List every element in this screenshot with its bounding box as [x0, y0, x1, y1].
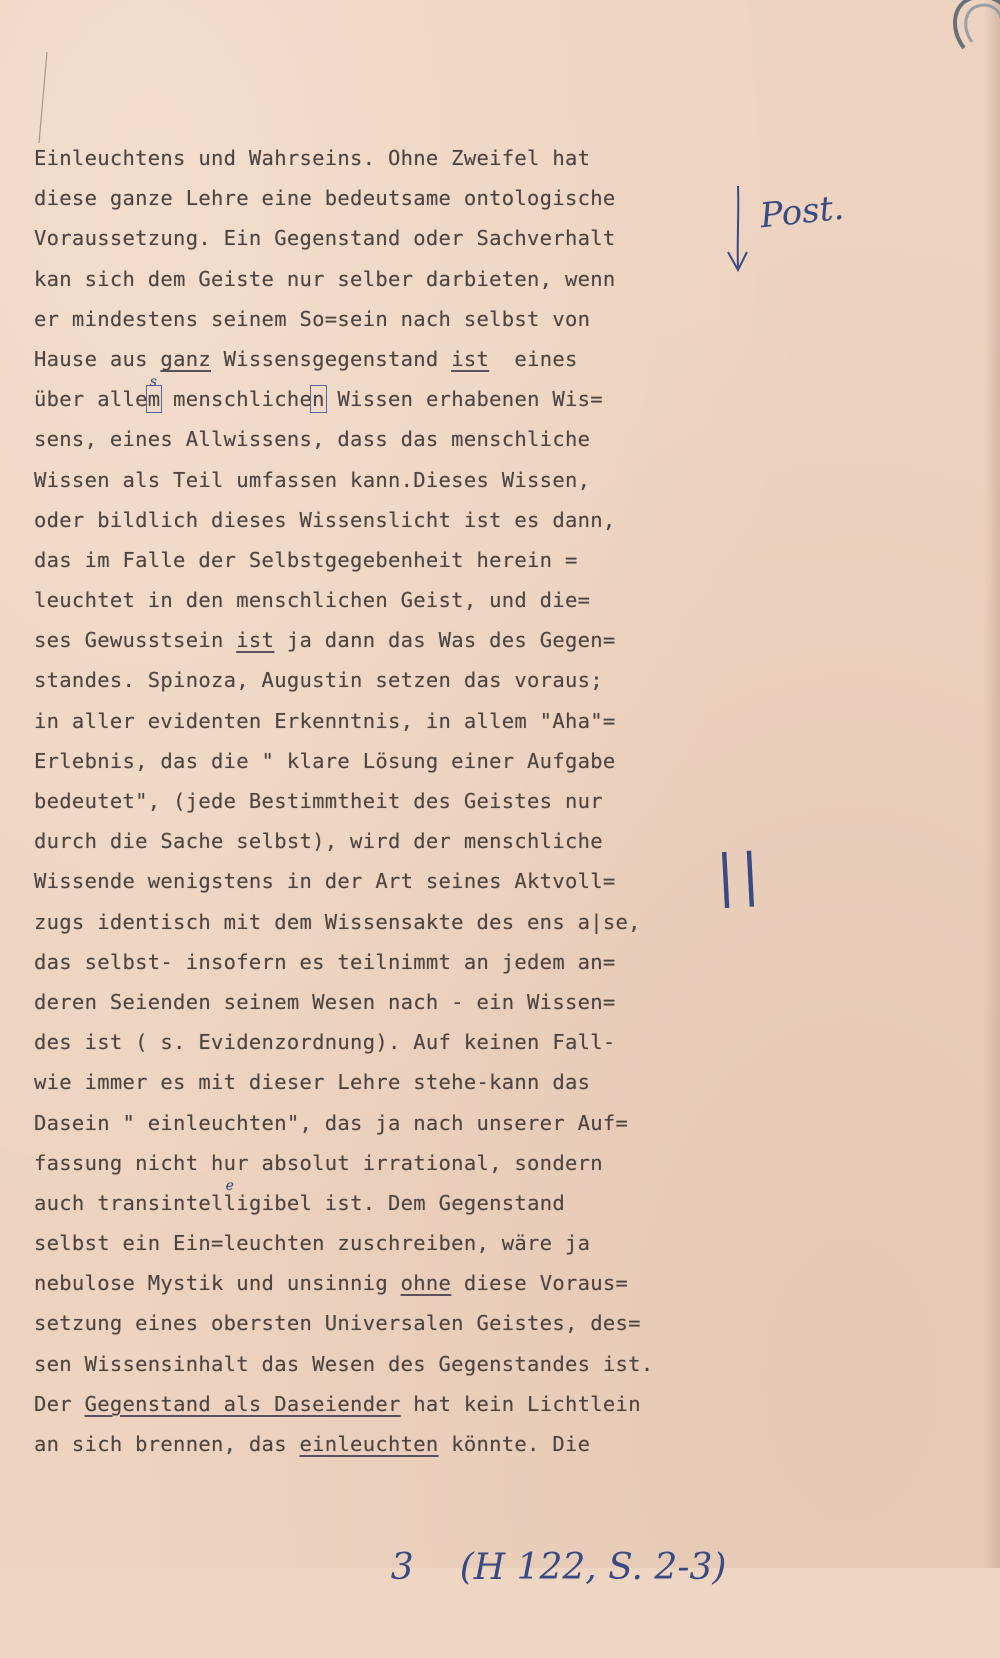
text-segment: in aller evidenten Erkenntnis, in allem "Aha"=	[34, 708, 616, 733]
text-segment: Wissende wenigstens in der Art seines Aktvoll=	[34, 869, 616, 894]
text-line	[34, 741, 674, 781]
text-segment: oder bildlich dieses Wissenslicht ist es dann,	[34, 507, 616, 532]
text-segment: diese Voraus=	[451, 1271, 629, 1296]
text-segment: kan sich dem Geiste nur selber darbieten, wenn	[34, 266, 616, 291]
text-segment: eines	[489, 346, 578, 371]
margin-pencil-line	[36, 50, 50, 145]
text-segment: durch die Sache selbst), wird der menschliche	[34, 829, 603, 854]
underlined-text: ist	[451, 346, 490, 371]
text-line	[34, 1303, 674, 1343]
text-segment: Hause aus	[34, 346, 161, 371]
text-line	[34, 660, 674, 700]
underlined-text: ganz	[160, 346, 211, 371]
text-segment: fassung nicht hur absolut irrational, sondern	[34, 1150, 603, 1175]
text-segment: hat kein Lichtlein	[400, 1391, 641, 1416]
archive-reference: (H 122, S. 2-3)	[459, 1547, 727, 1588]
text-line	[34, 821, 674, 861]
text-segment: wie immer es mit dieser Lehre stehe-kann das	[34, 1070, 591, 1095]
text-line	[34, 1103, 674, 1143]
text-segment: des ist ( s. Evidenzordnung). Auf keinen Fall-	[34, 1030, 616, 1055]
text-line	[34, 1143, 674, 1183]
text-line	[34, 1424, 674, 1464]
text-segment: Dasein " einleuchten", das ja nach unserer Auf=	[34, 1110, 629, 1135]
text-segment: das im Falle der Selbstgegebenheit herein =	[34, 547, 578, 572]
text-segment: selbst ein Ein=leuchten zuschreiben, wäre ja	[34, 1231, 591, 1256]
text-segment: nebulose Mystik und unsinnig	[34, 1271, 401, 1296]
text-line	[34, 500, 674, 540]
text-segment: auch transintel	[34, 1190, 224, 1215]
text-segment: an sich brennen, das	[34, 1432, 300, 1456]
text-line	[34, 982, 674, 1022]
text-line	[34, 1223, 674, 1263]
text-line	[34, 259, 674, 299]
text-segment: l e	[223, 1177, 237, 1215]
text-line	[34, 1177, 674, 1223]
underlined-text: ohne	[400, 1271, 452, 1296]
text-line	[34, 374, 674, 419]
text-segment: standes. Spinoza, Augustin setzen das voraus;	[34, 668, 603, 693]
text-line	[34, 1062, 674, 1102]
bracketed-letter: n	[312, 387, 325, 412]
page-edge-shadow	[984, 0, 1000, 1568]
text-line	[34, 942, 674, 982]
text-segment: ja dann das Was des Gegen=	[274, 628, 616, 653]
text-line	[34, 138, 674, 178]
text-segment: er mindestens seinem So=sein nach selbst von	[34, 306, 591, 331]
text-line	[34, 620, 674, 660]
text-segment: Wissensgegenstand	[211, 346, 452, 371]
text-segment: ses Gewusstsein	[34, 628, 237, 653]
text-segment: über alle	[34, 387, 148, 412]
text-line	[34, 580, 674, 620]
typed-text-body	[34, 138, 674, 1464]
handwritten-correction: s	[149, 374, 158, 391]
text-line	[34, 701, 674, 741]
footer-handwriting	[345, 1478, 727, 1588]
text-line	[34, 902, 674, 942]
text-segment: Voraussetzung. Ein Gegenstand oder Sachverhalt	[34, 226, 616, 251]
margin-note-double-bar: ||	[714, 841, 768, 910]
text-segment: bedeutet", (jede Bestimmtheit des Geistes nur	[34, 789, 603, 813]
text-line	[34, 299, 674, 339]
margin-arrow-icon	[720, 182, 756, 274]
text-segment: das selbst- insofern es teilnimmt an jedem an=	[34, 949, 616, 974]
underlined-text: einleuchten	[299, 1432, 439, 1456]
text-line	[34, 419, 674, 459]
text-line	[34, 781, 674, 821]
text-line	[34, 339, 674, 379]
text-segment: sen Wissensinhalt das Wesen des Gegenstandes ist.	[34, 1351, 654, 1376]
text-line	[34, 460, 674, 500]
text-segment: könnte. Die	[438, 1432, 591, 1456]
text-segment: deren Seienden seinem Wesen nach - ein Wissen=	[34, 989, 616, 1014]
text-segment: diese ganze Lehre eine bedeutsame ontologische	[34, 186, 616, 211]
text-segment: Wissen als Teil umfassen kann.Dieses Wissen,	[34, 467, 591, 492]
text-line	[34, 1384, 674, 1424]
text-line	[34, 218, 674, 258]
page-number: 3	[390, 1547, 414, 1588]
text-line	[34, 861, 674, 901]
text-line	[34, 178, 674, 218]
text-segment: leuchtet in den menschlichen Geist, und die=	[34, 588, 591, 613]
text-segment: sens, eines Allwissens, dass das menschliche	[34, 427, 591, 452]
bracketed-letter: m s	[147, 374, 161, 412]
text-segment: Einleuchtens und Wahrseins. Ohne Zweifel hat	[34, 146, 591, 170]
text-line	[34, 540, 674, 580]
text-segment: menschliche	[160, 387, 313, 412]
text-segment: igibel ist. Dem Gegenstand	[236, 1190, 565, 1215]
margin-note-post: Post.	[758, 187, 846, 237]
text-segment: Der	[34, 1391, 85, 1416]
handwritten-correction: e	[225, 1177, 235, 1194]
text-line	[34, 1344, 674, 1384]
underlined-text: ist	[236, 628, 275, 653]
text-line	[34, 1022, 674, 1062]
text-segment: zugs identisch mit dem Wissensakte des ens a|se,	[34, 909, 641, 934]
text-line	[34, 1263, 674, 1303]
text-segment: Erlebnis, das die " klare Lösung einer Aufgabe	[34, 748, 616, 773]
underlined-text: Gegenstand als Daseiender	[84, 1391, 401, 1416]
text-segment: setzung eines obersten Universalen Geistes, des=	[34, 1311, 641, 1336]
paper-clip-icon	[942, 0, 1000, 50]
text-segment: Wissen erhabenen Wis=	[324, 387, 603, 412]
